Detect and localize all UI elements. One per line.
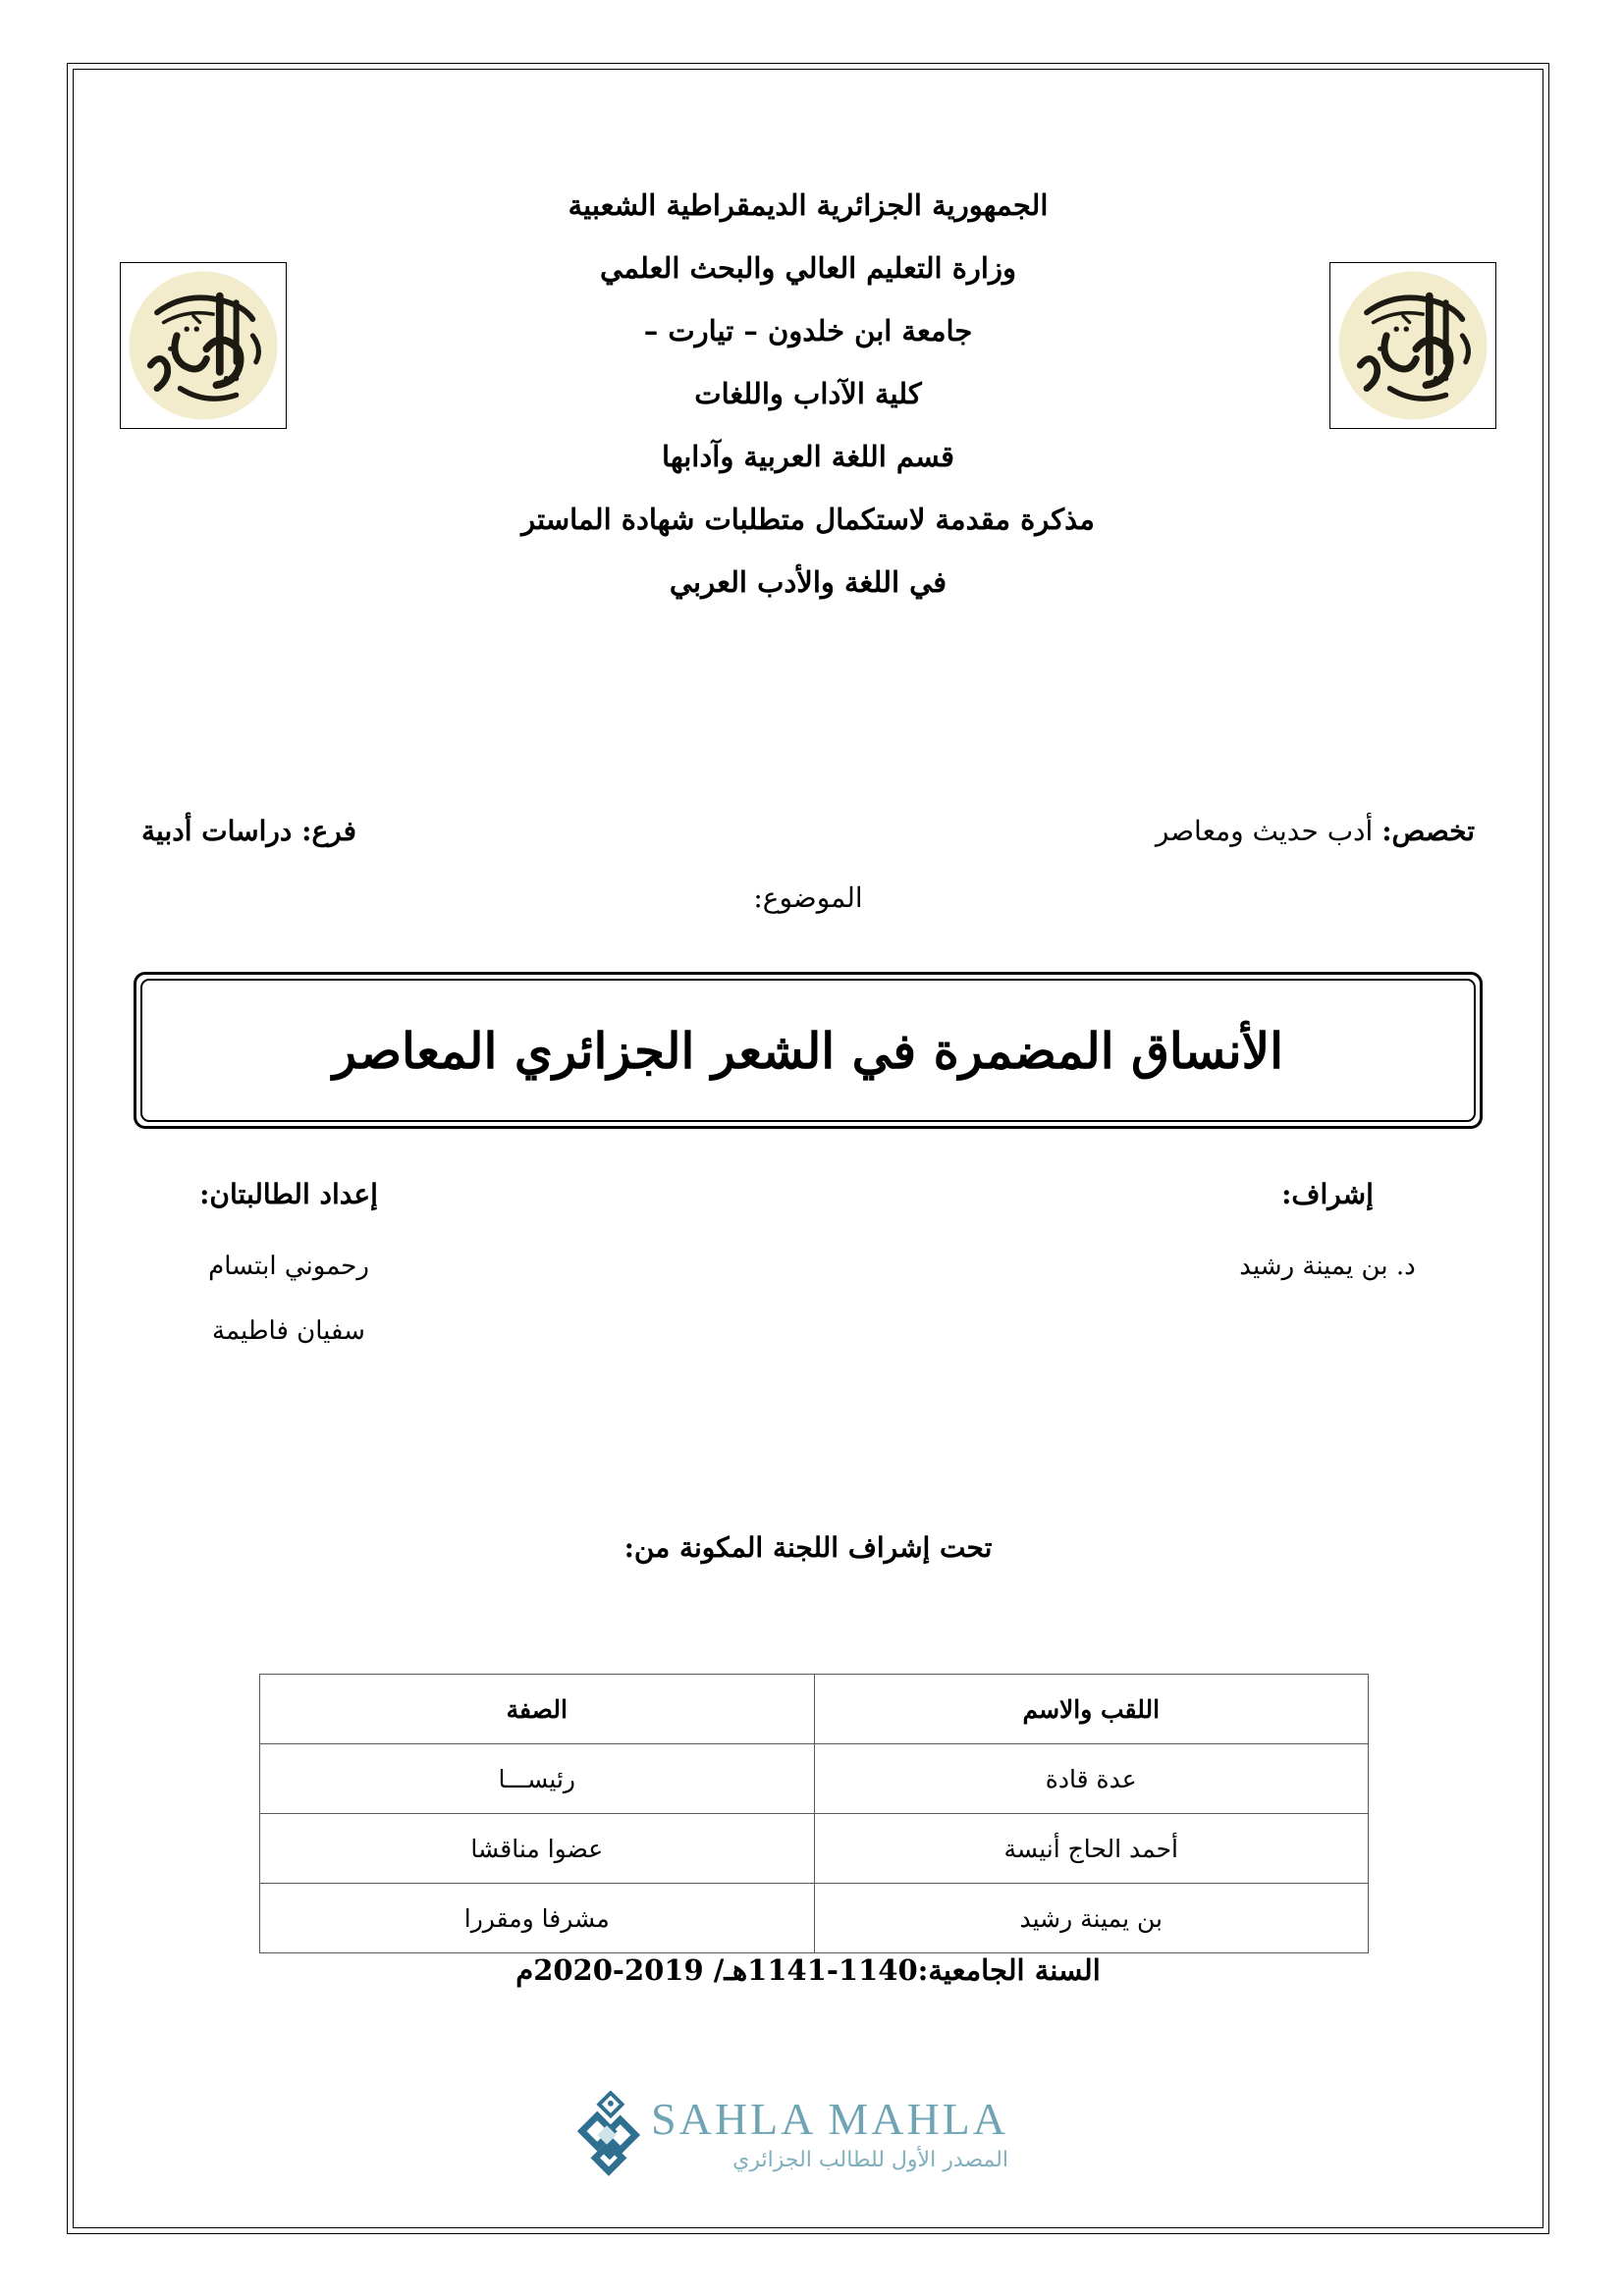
watermark-subtitle: المصدر الأول للطالب الجزائري bbox=[732, 2147, 1008, 2172]
university-seal-left-icon bbox=[120, 262, 287, 429]
thesis-title-box-inner bbox=[140, 979, 1476, 1122]
column-header-name: اللقب والاسم bbox=[814, 1675, 1369, 1744]
committee-member-name: عدة قادة bbox=[814, 1744, 1369, 1814]
supervisor-heading: إشراف: bbox=[1281, 1178, 1374, 1210]
cover-page-content bbox=[73, 69, 1543, 2228]
committee-member-role: مشرفا ومقررا bbox=[260, 1884, 815, 1953]
university-seal-right-icon bbox=[1329, 262, 1496, 429]
header-line-department: قسم اللغة العربية وآدابها bbox=[662, 440, 954, 473]
committee-table bbox=[259, 1674, 1369, 1953]
header-line-field: في اللغة والأدب العربي bbox=[669, 565, 947, 599]
subject-label: الموضوع: bbox=[753, 881, 863, 914]
committee-heading: تحت إشراف اللجنة المكونة من: bbox=[623, 1531, 993, 1564]
institution-header bbox=[298, 188, 1318, 631]
authors-block bbox=[141, 1178, 554, 1381]
branch-label: فرع: دراسات أدبية bbox=[141, 815, 356, 847]
page-title: الأنساق المضمرة في الشعر الجزائري المعاصر bbox=[332, 1021, 1284, 1080]
author-name-2: سفيان فاطيمة bbox=[212, 1316, 365, 1346]
header-line-republic: الجمهورية الجزائرية الديمقراطية الشعبية bbox=[568, 188, 1049, 222]
header-zone bbox=[73, 188, 1543, 780]
academic-year: السنة الجامعية:1140-1141هـ/ 2019-2020م bbox=[515, 1953, 1101, 1987]
committee-member-name: أحمد الحاج أنيسة bbox=[814, 1814, 1369, 1884]
committee-member-name: بن يمينة رشيد bbox=[814, 1884, 1369, 1953]
committee-member-role: عضوا مناقشا bbox=[260, 1814, 815, 1884]
committee-member-role: رئيســـا bbox=[260, 1744, 815, 1814]
authors-heading: إعداد الطالبتان: bbox=[199, 1178, 378, 1210]
header-line-faculty: كلية الآداب واللغات bbox=[694, 377, 922, 410]
specialization-value: أدب حديث ومعاصر bbox=[1155, 815, 1374, 847]
table-header-row bbox=[260, 1675, 1369, 1744]
sahla-mahla-watermark bbox=[73, 2091, 1543, 2177]
specialization-key: تخصص: bbox=[1381, 815, 1475, 847]
watermark-title: SAHLA MAHLA bbox=[651, 2093, 1008, 2144]
supervisor-name-1: د. بن يمينة رشيد bbox=[1239, 1252, 1416, 1281]
thesis-title-box bbox=[134, 972, 1483, 1129]
column-header-role: الصفة bbox=[260, 1675, 815, 1744]
header-line-university: جامعة ابن خلدون – تيارت – bbox=[643, 314, 973, 347]
specialization-label bbox=[1156, 815, 1475, 847]
branch-specialization-row bbox=[141, 815, 1475, 847]
table-row bbox=[260, 1744, 1369, 1814]
sahla-mahla-logo-mark-icon bbox=[568, 2091, 645, 2177]
header-line-ministry: وزارة التعليم العالي والبحث العلمي bbox=[600, 251, 1016, 285]
supervisor-block bbox=[1141, 1178, 1475, 1381]
table-row bbox=[260, 1814, 1369, 1884]
table-row bbox=[260, 1884, 1369, 1953]
header-line-thesis-note: مذكرة مقدمة لاستكمال متطلبات شهادة الماستر bbox=[521, 503, 1095, 536]
author-name-1: رحموني ابتسام bbox=[208, 1252, 369, 1281]
people-row bbox=[141, 1178, 1475, 1381]
watermark-text bbox=[651, 2093, 1008, 2172]
